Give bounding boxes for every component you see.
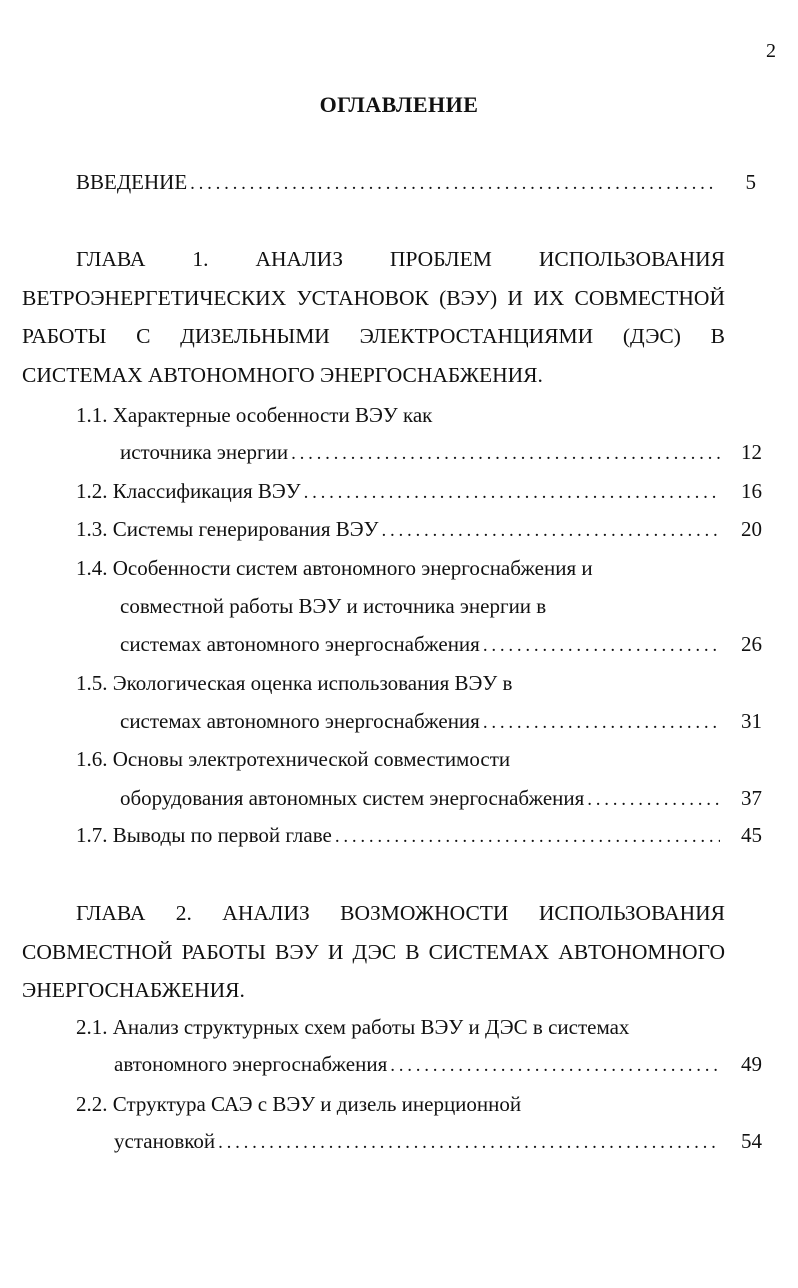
toc-entry-1-6[interactable] xyxy=(120,786,762,811)
toc-entry-label: 1.3. Системы генерирования ВЭУ xyxy=(76,517,379,541)
toc-page-number: 26 xyxy=(741,632,762,656)
toc-page-number: 49 xyxy=(741,1052,762,1076)
toc-entry-label: 1.2. Классификация ВЭУ xyxy=(76,479,301,503)
dot-leader xyxy=(218,1132,720,1154)
toc-entry-2-1[interactable] xyxy=(114,1052,762,1077)
toc-entry-label: ВВЕДЕНИЕ xyxy=(76,170,188,194)
chapter-heading-line: СОВМЕСТНОЙ РАБОТЫ ВЭУ И ДЭС В СИСТЕМАХ АВТОНОМНОГО xyxy=(22,939,725,964)
chapter-heading-line: ГЛАВА 1. АНАЛИЗ ПРОБЛЕМ ИСПОЛЬЗОВАНИЯ xyxy=(76,247,725,271)
toc-entry-1-1-line: 1.1. Характерные особенности ВЭУ как xyxy=(76,403,433,427)
toc-page-number: 12 xyxy=(741,440,762,464)
dot-leader xyxy=(304,482,720,504)
toc-entry-label: источника энергии xyxy=(120,440,289,464)
toc-page-number: 37 xyxy=(741,786,762,810)
page-number: 2 xyxy=(766,40,776,62)
toc-page-number: 20 xyxy=(741,517,762,541)
dot-leader xyxy=(483,635,720,657)
toc-entry-1-6-line: 1.6. Основы электротехнической совместимости xyxy=(76,747,511,771)
dot-leader xyxy=(291,443,720,465)
toc-entry-label: 1.7. Выводы по первой главе xyxy=(76,823,332,847)
dot-leader xyxy=(587,789,720,811)
toc-entry-label: системах автономного энергоснабжения xyxy=(120,632,480,656)
chapter-heading-line: РАБОТЫ С ДИЗЕЛЬНЫМИ ЭЛЕКТРОСТАНЦИЯМИ (ДЭС) В xyxy=(22,324,725,348)
toc-entry-1-3[interactable] xyxy=(76,517,762,542)
toc-entry-1-5-line: 1.5. Экологическая оценка использования ВЭУ в xyxy=(76,671,513,695)
toc-page-number: 5 xyxy=(745,170,756,194)
toc-entry-1-5[interactable] xyxy=(120,709,762,734)
dot-leader xyxy=(335,826,720,848)
toc-entry-2-1-line: 2.1. Анализ структурных схем работы ВЭУ и ДЭС в системах xyxy=(76,1015,630,1039)
toc-entry-label: автономного энергоснабжения xyxy=(114,1052,388,1076)
page-title: ОГЛАВЛЕНИЕ xyxy=(319,92,479,117)
chapter-heading-line: ГЛАВА 2. АНАЛИЗ ВОЗМОЖНОСТИ ИСПОЛЬЗОВАНИЯ xyxy=(76,901,725,925)
toc-entry-1-7[interactable] xyxy=(76,823,762,848)
toc-entry-1-4-line: 1.4. Особенности систем автономного энергоснабжения и xyxy=(76,556,593,580)
chapter-heading-line: ВЕТРОЭНЕРГЕТИЧЕСКИХ УСТАНОВОК (ВЭУ) И ИХ СОВМЕСТНОЙ xyxy=(22,285,725,310)
toc-entry-1-1[interactable] xyxy=(120,440,762,465)
toc-page-number: 16 xyxy=(741,479,762,503)
toc-entry-label: оборудования автономных систем энергоснабжения xyxy=(120,786,585,810)
dot-leader xyxy=(483,712,720,734)
toc-page-number: 31 xyxy=(741,709,762,733)
toc-entry-1-4[interactable] xyxy=(120,632,762,657)
toc-entry-intro[interactable] xyxy=(76,170,756,195)
dot-leader xyxy=(190,173,714,195)
dot-leader xyxy=(390,1055,720,1077)
chapter-heading-line: ЭНЕРГОСНАБЖЕНИЯ. xyxy=(22,978,245,1002)
toc-entry-1-4-line: совместной работы ВЭУ и источника энергии в xyxy=(120,594,547,618)
toc-entry-label: системах автономного энергоснабжения xyxy=(120,709,480,733)
toc-entry-label: установкой xyxy=(114,1129,216,1153)
dot-leader xyxy=(382,520,720,542)
chapter-2-heading[interactable] xyxy=(22,894,725,1010)
toc-page-number: 54 xyxy=(741,1129,762,1153)
toc-entry-2-2[interactable] xyxy=(114,1129,762,1154)
chapter-1-heading[interactable] xyxy=(22,240,725,394)
toc-entry-2-2-line: 2.2. Структура САЭ с ВЭУ и дизель инерционной xyxy=(76,1092,522,1116)
toc-entry-1-2[interactable] xyxy=(76,479,762,504)
chapter-heading-line: СИСТЕМАХ АВТОНОМНОГО ЭНЕРГОСНАБЖЕНИЯ. xyxy=(22,362,543,387)
toc-page-number: 45 xyxy=(741,823,762,847)
